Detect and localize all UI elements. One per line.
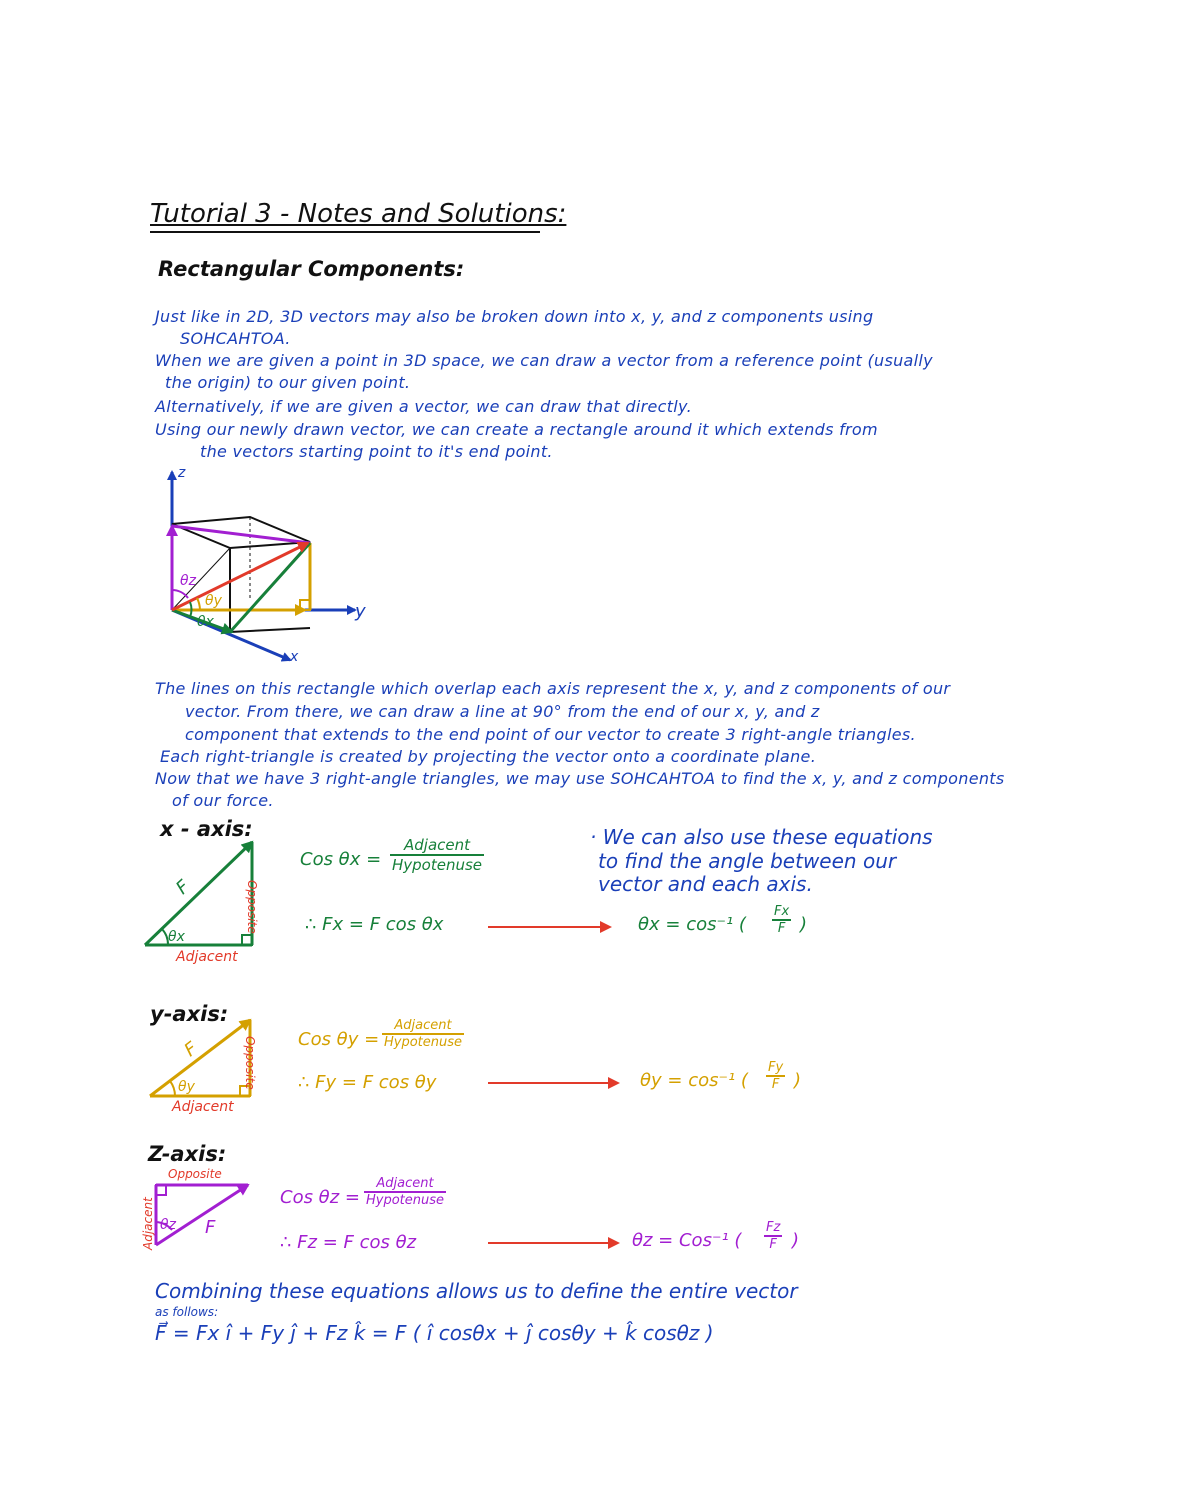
explain-line-3: component that extends to the end point of our vector to create 3 right-angle triangles. — [185, 725, 916, 744]
page-title: Tutorial 3 - Notes and Solutions: — [150, 199, 567, 229]
z-angle-fraction — [764, 1220, 782, 1252]
z-projection-line — [172, 526, 310, 543]
section-heading: Rectangular Components: — [158, 257, 465, 281]
y-cos-lhs: Cos θy = — [298, 1029, 380, 1050]
y-angle-label: θy — [178, 1079, 195, 1095]
explain-line-6: of our force. — [172, 791, 274, 810]
z-angle-close: ) — [792, 1230, 800, 1251]
note-line-2: to find the angle between our — [598, 849, 897, 873]
x-frac-num: Adjacent — [390, 836, 484, 856]
y-angle-close: ) — [794, 1070, 802, 1091]
z-opp-label: Opposite — [168, 1167, 222, 1181]
diagram-z-label: z — [178, 465, 186, 481]
z-angle-num: Fz — [766, 1220, 781, 1235]
z-hyp-label: F — [205, 1217, 216, 1238]
x-angle-den: F — [777, 921, 786, 936]
x-angle-fraction — [772, 904, 791, 936]
y-component-eq: ∴ Fy = F cos θy — [298, 1072, 437, 1093]
explain-line-4: Each right-triangle is created by projecting the vector onto a coordinate plane. — [160, 747, 817, 766]
combine-line: Combining these equations allows us to define the entire vector — [155, 1279, 798, 1303]
explain-line-5: Now that we have 3 right-angle triangles, we may use SOHCAHTOA to find the x, y, and z components — [155, 769, 1005, 788]
y-hyp-label: F — [180, 1038, 202, 1062]
z-axis-heading: Z-axis: — [148, 1142, 227, 1166]
intro-line-3: When we are given a point in 3D space, we can draw a vector from a reference point (usually — [155, 351, 933, 370]
y-angle-num: Fy — [768, 1060, 784, 1075]
x-cos-fraction — [390, 836, 484, 874]
x-angle-label: θx — [168, 929, 185, 945]
intro-line-6: Using our newly drawn vector, we can create a rectangle around it which extends from — [155, 420, 878, 439]
x-projection-line — [230, 543, 310, 632]
z-angle-den: F — [769, 1237, 777, 1252]
diagram-theta-y: θy — [205, 593, 222, 609]
note-line-3: vector and each axis. — [598, 872, 813, 896]
y-angle-fraction — [766, 1060, 785, 1092]
y-angle-den: F — [771, 1077, 780, 1092]
y-axis-heading: y-axis: — [150, 1002, 229, 1026]
x-opp-label: Opposite — [245, 880, 259, 934]
z-frac-num: Adjacent — [364, 1176, 446, 1193]
explain-line-1: The lines on this rectangle which overlap each axis represent the x, y, and z components of our — [155, 679, 951, 698]
final-vector-equation: F⃗ = Fx î + Fy ĵ + Fz k̂ = F ( î cosθx + ĵ cosθy + k̂ cosθz ) — [155, 1321, 714, 1345]
z-cos-fraction — [364, 1176, 446, 1208]
diagram-y-label: y — [355, 601, 366, 622]
3d-box-diagram — [172, 472, 355, 660]
explain-line-2: vector. From there, we can draw a line at 90° from the end of our x, y, and z — [185, 702, 820, 721]
intro-line-4: the origin) to our given point. — [165, 373, 411, 392]
diagram-theta-x: θx — [197, 614, 214, 630]
z-component-eq: ∴ Fz = F cos θz — [280, 1232, 417, 1253]
x-frac-den: Hypotenuse — [392, 856, 483, 874]
z-cos-lhs: Cos θz = — [280, 1187, 360, 1208]
intro-line-1: Just like in 2D, 3D vectors may also be broken down into x, y, and z components using — [155, 307, 874, 326]
x-angle-num: Fx — [774, 904, 790, 919]
z-axis-triangle — [156, 1185, 248, 1245]
x-hyp-label: F — [172, 876, 194, 899]
x-adj-label: Adjacent — [176, 949, 238, 965]
x-angle-eq: θx = cos⁻¹ ( — [638, 914, 746, 935]
y-adj-label: Adjacent — [172, 1099, 234, 1115]
as-follows-line: as follows: — [155, 1305, 219, 1319]
x-axis-triangle — [145, 842, 252, 945]
x-cos-lhs: Cos θx = — [300, 849, 382, 870]
z-frac-den: Hypotenuse — [366, 1193, 445, 1208]
z-angle-eq: θz = Cos⁻¹ ( — [632, 1230, 742, 1251]
y-frac-num: Adjacent — [382, 1018, 464, 1035]
y-frac-den: Hypotenuse — [384, 1035, 463, 1050]
intro-line-2: SOHCAHTOA. — [180, 329, 291, 348]
z-adj-label: Adjacent — [141, 1197, 155, 1250]
y-opp-label: Opposite — [243, 1036, 257, 1090]
y-axis-triangle — [150, 1020, 250, 1096]
intro-line-5: Alternatively, if we are given a vector, we can draw that directly. — [155, 397, 692, 416]
diagram-x-label: x — [290, 649, 299, 665]
intro-line-7: the vectors starting point to it's end point. — [200, 442, 553, 461]
y-cos-fraction — [382, 1018, 464, 1050]
x-axis-heading: x - axis: — [160, 817, 253, 841]
x-component-eq: ∴ Fx = F cos θx — [305, 914, 444, 935]
y-angle-eq: θy = cos⁻¹ ( — [640, 1070, 748, 1091]
x-angle-close: ) — [800, 914, 808, 935]
z-angle-label: θz — [160, 1217, 176, 1233]
note-line-1: · We can also use these equations — [590, 825, 933, 849]
diagram-theta-z: θz — [180, 573, 196, 589]
